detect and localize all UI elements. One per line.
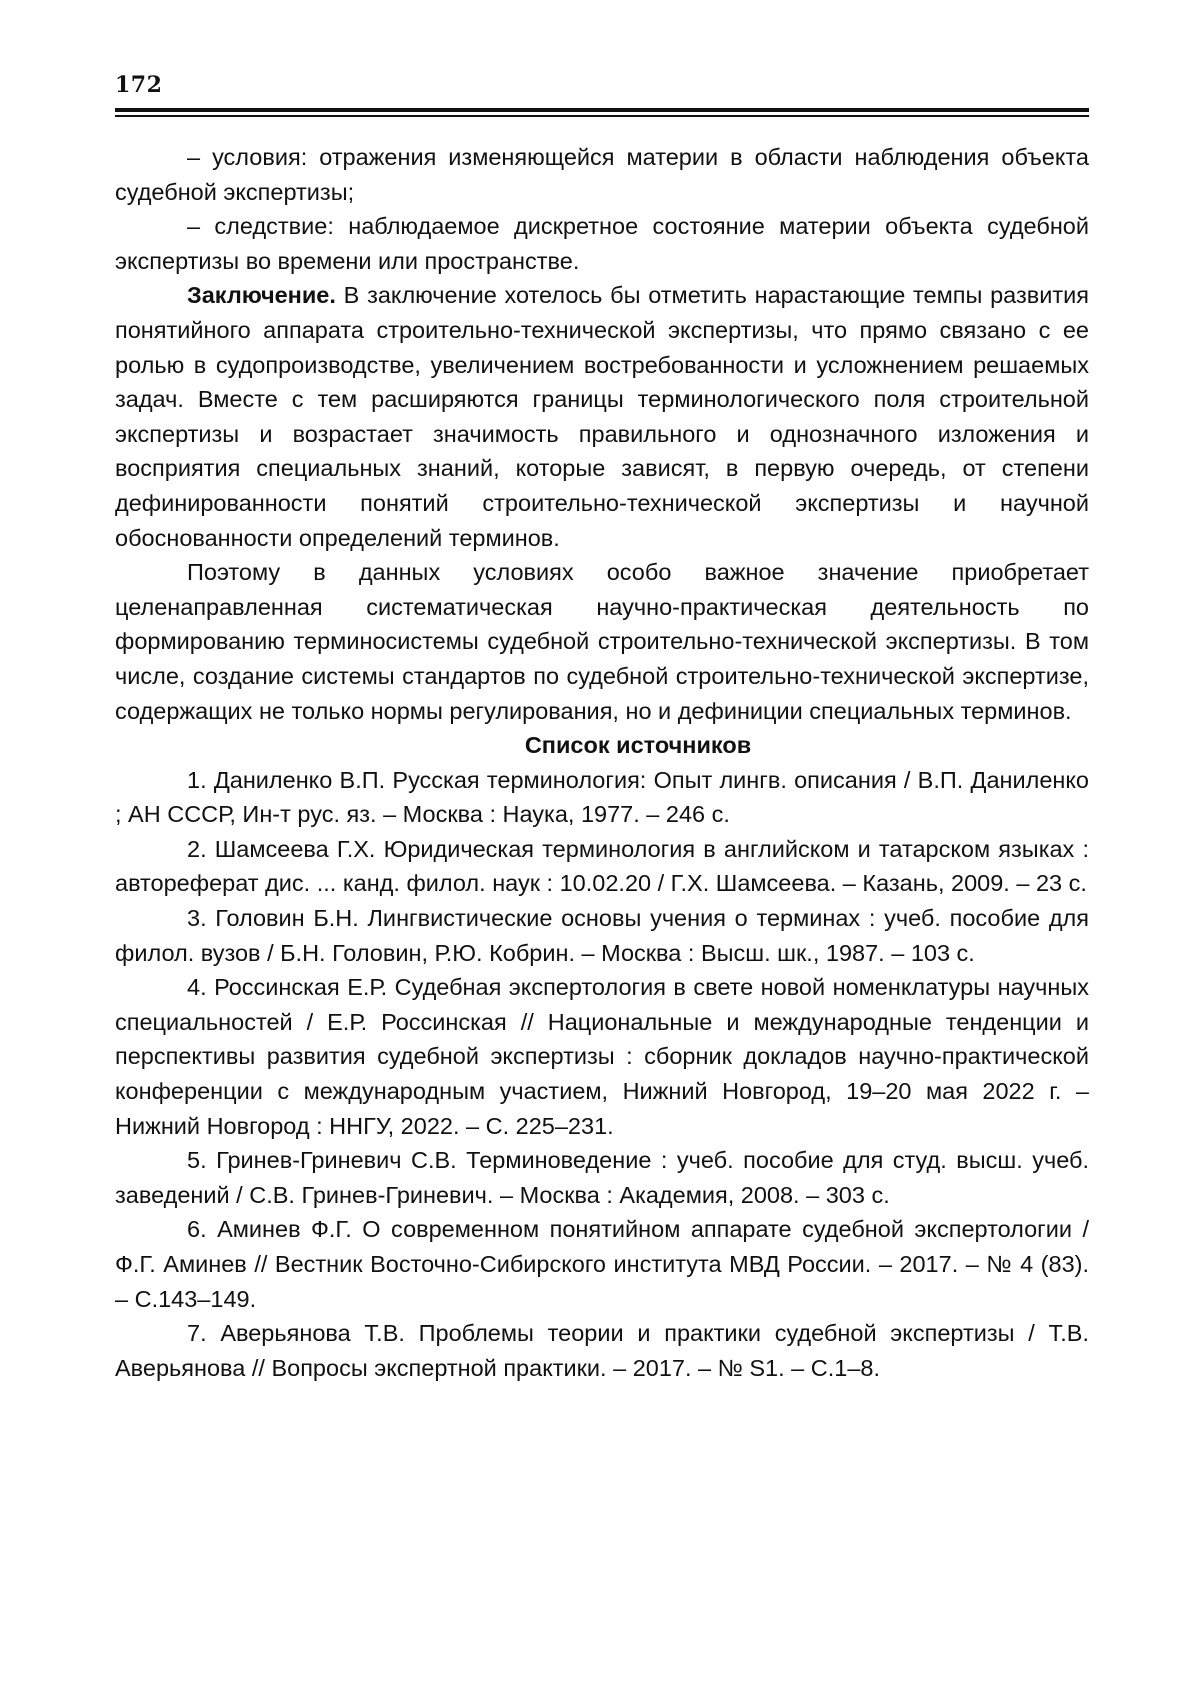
page-body [115,140,1089,1385]
conclusion-text: В заключение хотелось бы отметить нарастающие темпы развития понятийного аппарата строительно-технической экспертизы, что прямо связано с ее ролью в судопроизводстве, увеличением востребованности и усложнением решаемых задач. Вместе с тем расширяются границы терминологического поля строительной экспертизы и возрастает значимость правильного и однозначного изложения и восприятия специальных знаний, которые зависят, в первую очередь, от степени дефинированности понятий строительно-технической экспертизы и научной обоснованности определений терминов. [115,282,1089,551]
conclusion-label: Заключение. [187,282,336,309]
list-item-conditions: – условия: отражения изменяющейся материи в области наблюдения объекта судебной экспертизы; [115,144,1089,205]
reference-item-4: 4. Россинская Е.Р. Судебная экспертология в свете новой номенклатуры научных специальностей / Е.Р. Россинская // Национальные и международные тенденции и перспективы развития судебной экспертизы : сборник докладов научно-практической конференции с международным участием, Нижний Новгород, 19–20 мая 2022 г. – Нижний Новгород : ННГУ, 2022. – С. 225–231. [115,974,1089,1139]
reference-item-7: 7. Аверьянова Т.В. Проблемы теории и практики судебной экспертизы / Т.В. Аверьянова // Вопросы экспертной практики. – 2017. – № S1. – С.1–8. [115,1320,1089,1381]
reference-item-1: 1. Даниленко В.П. Русская терминология: Опыт лингв. описания / В.П. Даниленко ; АН СССР, Ин-т рус. яз. – Москва : Наука, 1977. – 246 с. [115,766,1089,828]
page-number: 172 [115,72,163,98]
list-item-consequence: – следствие: наблюдаемое дискретное состояние материи объекта судебной экспертизы во времени или пространстве. [115,213,1089,274]
conclusion-paragraph [115,278,1089,555]
references-heading: Список источников [524,732,752,759]
reference-item-5: 5. Гринев-Гриневич С.В. Терминоведение : учеб. пособие для студ. высш. учеб. заведений / С.В. Гринев-Гриневич. – Москва : Академия, 2008. – 303 с. [115,1147,1089,1208]
reference-item-3: 3. Головин Б.Н. Лингвистические основы учения о терминах : учеб. пособие для филол. вузов / Б.Н. Головин, Р.Ю. Кобрин. – Москва : Высш. шк., 1987. – 103 с. [115,905,1089,966]
body-paragraph-2: Поэтому в данных условиях особо важное значение приобретает целенаправленная систематическая научно-практическая деятельность по формированию терминосистемы судебной строительно-технической экспертизы. В том числе, создание системы стандартов по судебной строительно-технической экспертизе, содержащих не только нормы регулирования, но и дефиниции специальных терминов. [115,559,1089,724]
reference-item-2: 2. Шамсеева Г.Х. Юридическая терминология в английском и татарском языках : автореферат дис. ... канд. филол. наук : 10.02.20 / Г.Х. Шамсеева. – Казань, 2009. – 23 с. [115,835,1089,897]
header-rule-thick [115,108,1089,112]
reference-item-6: 6. Аминев Ф.Г. О современном понятийном аппарате судебной экспертологии / Ф.Г. Аминев // Вестник Восточно-Сибирского института МВД России. – 2017. – № 4 (83). – С.143–149. [115,1216,1089,1312]
header-rule-thin [115,115,1089,117]
